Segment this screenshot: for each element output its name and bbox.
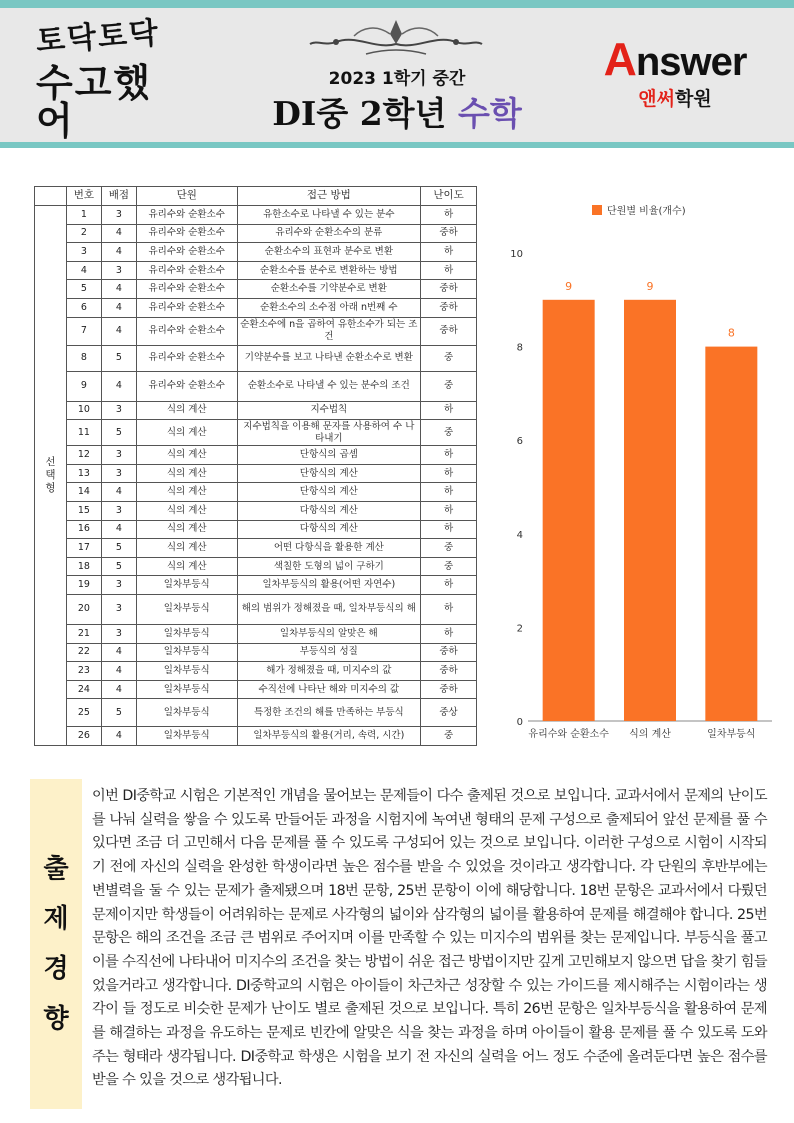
table-row <box>35 594 477 624</box>
cell-method: 순환소수에 n을 곱하여 유한소수가 되는 조건 <box>237 317 421 345</box>
cell-no: 23 <box>66 662 101 681</box>
cell-method: 일차부등식의 활용(어떤 자연수) <box>237 576 421 595</box>
cell-no: 26 <box>66 727 101 746</box>
cell-method: 단항식의 곱셈 <box>237 446 421 465</box>
cell-level: 중상 <box>421 699 477 727</box>
cell-pts: 4 <box>101 371 136 401</box>
logo-korean-rest: 학원 <box>675 88 712 110</box>
cell-no: 13 <box>66 464 101 483</box>
cell-pts: 4 <box>101 224 136 243</box>
cell-method: 일차부등식의 활용(거리, 속력, 시간) <box>237 727 421 746</box>
unit-ratio-chart <box>500 190 780 750</box>
exam-trend-text: 이번 DI중학교 시험은 기본적인 개념을 물어보는 문제들이 다수 출제된 것으로 보입니다. 교과서에서 문제의 난이도를 나눠 실력을 쌓을 수 있도록 만들어둔 과정을 시험지에 녹여낸 형태의 문제 구성으로 출제되어 앞선 문제를 풀 수 있다면 조금 더 고민해서 다음 문제를 풀 수 있도록 구성되어 있는 것으로 보입니다. 이러한 구성으로 시험이 시작되기 전에 자신의 실력을 완성한 학생이라면 높은 점수를 받을 수 있었을 것이라고 생각합니다. 각 단원의 후반부에는 변별력을 둘 수 있는 문제가 출제됐으며 18번 문항, 25번 문항이 이에 해당합니다. 18번 문항은 교과서에서 다뤘던 문제이지만 학생들이 어려워하는 문제로 사각형의 넓이와 삼각형의 넓이를 활용하여 문제를 해결해야 합니다. 25번 문항은 해의 조건을 조금 큰 범위로 주어지며 이를 만족할 수 있는 미지수의 범위를 찾는 문제입니다. 부등식을 풀고 이를 수직선에 나타내어 미지수의 조건을 찾는 방법이 쉬운 접근 방법이지만 깊게 고민해보지 않으면 답을 찾기 힘들었을거라고 생각합니다. DI중학교의 시험은 아이들이 차근차근 성장할 수 있는 가이드를 제시해주는 시험이라는 생각이 들 정도로 비슷한 문제가 난이도 별로 출제된 것으로 보입니다. 특히 26번 문항은 일차부등식을 활용하여 문제를 해결하는 과정을 유도하는 문제로 빈칸에 알맞은 식을 찾는 과정을 하며 아이들이 활용 문제를 풀 수 있도록 도와주는 형태라 생각됩니다. DI중학교 학생은 시험을 보기 전 자신의 실력을 어느 정도 수준에 올려둔다면 높은 점수를 받을 수 있을 것으로 생각됩니다. <box>82 779 775 1109</box>
cell-method: 순환소수의 소수점 아래 n번째 수 <box>237 298 421 317</box>
cell-pts: 3 <box>101 501 136 520</box>
cell-unit: 유리수와 순환소수 <box>136 206 237 225</box>
cell-pts: 4 <box>101 727 136 746</box>
cell-no: 25 <box>66 699 101 727</box>
table-row <box>35 624 477 643</box>
cell-level: 하 <box>421 576 477 595</box>
cell-unit: 유리수와 순환소수 <box>136 317 237 345</box>
group-label: 선택형 <box>35 206 67 746</box>
table-row <box>35 727 477 746</box>
table-row <box>35 280 477 299</box>
academy-logo <box>590 33 760 111</box>
table-row <box>35 483 477 502</box>
title-main: DI중 2학년 <box>272 94 458 133</box>
y-tick-label: 0 <box>516 717 523 728</box>
ornament-icon <box>296 14 496 60</box>
table-row <box>35 345 477 371</box>
header-blank <box>35 187 67 206</box>
cell-unit: 유리수와 순환소수 <box>136 280 237 299</box>
cell-pts: 5 <box>101 345 136 371</box>
table-row <box>35 371 477 401</box>
table-row <box>35 261 477 280</box>
title-accent: 수학 <box>457 94 522 133</box>
cell-method: 지수법칙 <box>237 401 421 420</box>
cell-pts: 3 <box>101 446 136 465</box>
cell-level: 중 <box>421 539 477 558</box>
table-row <box>35 699 477 727</box>
cell-method: 유한소수로 나타낼 수 있는 분수 <box>237 206 421 225</box>
exam-trend-section <box>30 779 775 1109</box>
cell-level: 중하 <box>421 280 477 299</box>
cell-pts: 3 <box>101 206 136 225</box>
page-header <box>0 0 794 148</box>
cell-method: 수직선에 나타난 해와 미지수의 값 <box>237 680 421 699</box>
cell-unit: 일차부등식 <box>136 643 237 662</box>
cell-method: 특정한 조건의 해를 만족하는 부등식 <box>237 699 421 727</box>
cell-method: 단항식의 계산 <box>237 464 421 483</box>
cell-method: 일차부등식의 알맞은 해 <box>237 624 421 643</box>
table-row <box>35 317 477 345</box>
table-row <box>35 643 477 662</box>
cell-method: 지수법칙을 이용해 문자를 사용하여 수 나타내기 <box>237 420 421 446</box>
cell-no: 4 <box>66 261 101 280</box>
cell-no: 8 <box>66 345 101 371</box>
table-row <box>35 446 477 465</box>
y-tick-label: 6 <box>516 436 523 448</box>
table-row <box>35 539 477 558</box>
cell-method: 기약분수를 보고 나타낸 순환소수로 변환 <box>237 345 421 371</box>
table-row <box>35 224 477 243</box>
table-row <box>35 501 477 520</box>
cell-no: 20 <box>66 594 101 624</box>
cell-pts: 4 <box>101 243 136 262</box>
cell-unit: 식의 계산 <box>136 557 237 576</box>
cell-unit: 식의 계산 <box>136 446 237 465</box>
header-cell: 접근 방법 <box>237 187 421 206</box>
cell-unit: 일차부등식 <box>136 624 237 643</box>
cell-method: 순환소수를 기약분수로 변환 <box>237 280 421 299</box>
table-row <box>35 298 477 317</box>
cell-unit: 유리수와 순환소수 <box>136 243 237 262</box>
table-row <box>35 662 477 681</box>
cell-unit: 일차부등식 <box>136 576 237 595</box>
cell-unit: 유리수와 순환소수 <box>136 371 237 401</box>
cell-pts: 3 <box>101 464 136 483</box>
cell-pts: 3 <box>101 594 136 624</box>
cell-pts: 5 <box>101 539 136 558</box>
cell-method: 순환소수로 나타낼 수 있는 분수의 조건 <box>237 371 421 401</box>
cell-level: 중 <box>421 727 477 746</box>
cell-no: 21 <box>66 624 101 643</box>
cell-unit: 식의 계산 <box>136 464 237 483</box>
cell-unit: 유리수와 순환소수 <box>136 224 237 243</box>
cell-no: 16 <box>66 520 101 539</box>
cell-pts: 5 <box>101 420 136 446</box>
cell-unit: 일차부등식 <box>136 699 237 727</box>
question-table <box>34 186 477 746</box>
cell-no: 9 <box>66 371 101 401</box>
cell-pts: 4 <box>101 643 136 662</box>
header-top-band <box>0 0 794 8</box>
cell-method: 부등식의 성질 <box>237 643 421 662</box>
cell-no: 7 <box>66 317 101 345</box>
cell-no: 22 <box>66 643 101 662</box>
cell-unit: 식의 계산 <box>136 539 237 558</box>
cell-pts: 3 <box>101 576 136 595</box>
cell-unit: 식의 계산 <box>136 401 237 420</box>
table-row <box>35 420 477 446</box>
cell-unit: 식의 계산 <box>136 520 237 539</box>
cell-pts: 4 <box>101 680 136 699</box>
legend-label: 단원별 비율(개수) <box>607 206 686 217</box>
cell-level: 하 <box>421 261 477 280</box>
y-tick-label: 10 <box>510 249 523 260</box>
cell-unit: 일차부등식 <box>136 680 237 699</box>
bar <box>705 347 757 721</box>
table-row <box>35 464 477 483</box>
cell-unit: 식의 계산 <box>136 501 237 520</box>
cell-method: 유리수와 순환소수의 분류 <box>237 224 421 243</box>
cell-pts: 4 <box>101 483 136 502</box>
cell-no: 11 <box>66 420 101 446</box>
cell-level: 중하 <box>421 680 477 699</box>
cell-level: 중 <box>421 557 477 576</box>
cell-pts: 4 <box>101 298 136 317</box>
cell-no: 14 <box>66 483 101 502</box>
header-cell: 배점 <box>101 187 136 206</box>
category-label: 유리수와 순환소수 <box>528 729 609 740</box>
cell-pts: 4 <box>101 317 136 345</box>
logo-english <box>590 33 760 85</box>
cell-level: 하 <box>421 520 477 539</box>
exam-trend-label <box>30 779 82 1109</box>
category-label: 일차부등식 <box>707 729 756 740</box>
cell-unit: 일차부등식 <box>136 594 237 624</box>
cell-level: 하 <box>421 483 477 502</box>
cell-pts: 4 <box>101 662 136 681</box>
trend-label-char: 향 <box>43 1004 69 1034</box>
header-cell: 번호 <box>66 187 101 206</box>
cell-method: 해의 범위가 정해졌을 때, 일차부등식의 해 <box>237 594 421 624</box>
table-row <box>35 243 477 262</box>
cell-method: 다항식의 계산 <box>237 501 421 520</box>
cell-level: 하 <box>421 464 477 483</box>
cell-unit: 식의 계산 <box>136 420 237 446</box>
table-row <box>35 576 477 595</box>
cell-level: 중 <box>421 345 477 371</box>
trend-label-char: 경 <box>43 954 69 984</box>
cell-method: 색칠한 도형의 넓이 구하기 <box>237 557 421 576</box>
cell-unit: 일차부등식 <box>136 662 237 681</box>
header-cell: 단원 <box>136 187 237 206</box>
logo-korean <box>590 84 760 111</box>
cell-level: 하 <box>421 206 477 225</box>
cell-level: 중하 <box>421 643 477 662</box>
cell-level: 하 <box>421 446 477 465</box>
header-cell: 난이도 <box>421 187 477 206</box>
trend-label-char: 제 <box>43 904 69 934</box>
cell-no: 5 <box>66 280 101 299</box>
table-header-row <box>35 187 477 206</box>
bar <box>624 300 676 721</box>
cell-method: 순환소수를 분수로 변환하는 방법 <box>237 261 421 280</box>
cell-no: 19 <box>66 576 101 595</box>
cell-pts: 4 <box>101 280 136 299</box>
cell-unit: 식의 계산 <box>136 483 237 502</box>
cell-no: 1 <box>66 206 101 225</box>
cell-level: 중하 <box>421 662 477 681</box>
trend-label-char: 출 <box>43 854 69 884</box>
y-tick-label: 4 <box>516 529 523 541</box>
cell-level: 하 <box>421 594 477 624</box>
table-row <box>35 520 477 539</box>
cell-method: 해가 정해졌을 때, 미지수의 값 <box>237 662 421 681</box>
cell-pts: 3 <box>101 401 136 420</box>
cell-no: 17 <box>66 539 101 558</box>
cell-level: 중하 <box>421 317 477 345</box>
y-tick-label: 8 <box>516 342 523 354</box>
bar <box>543 300 595 721</box>
table-row <box>35 680 477 699</box>
cell-level: 하 <box>421 501 477 520</box>
cell-unit: 유리수와 순환소수 <box>136 261 237 280</box>
brush-line-2: 수고했어 <box>36 60 153 143</box>
cell-level: 하 <box>421 624 477 643</box>
cell-method: 어떤 다항식을 활용한 계산 <box>237 539 421 558</box>
cell-pts: 5 <box>101 699 136 727</box>
y-tick-label: 2 <box>516 623 523 635</box>
cell-level: 중 <box>421 371 477 401</box>
data-label: 9 <box>565 279 573 293</box>
logo-english-rest: nswer <box>635 40 747 84</box>
cell-level: 하 <box>421 401 477 420</box>
cell-level: 하 <box>421 243 477 262</box>
cell-no: 12 <box>66 446 101 465</box>
cell-pts: 4 <box>101 520 136 539</box>
logo-korean-red: 앤써 <box>638 88 675 110</box>
table-row <box>35 401 477 420</box>
data-label: 8 <box>727 326 735 340</box>
cell-method: 다항식의 계산 <box>237 520 421 539</box>
cell-method: 단항식의 계산 <box>237 483 421 502</box>
logo-letter-a: A <box>603 33 636 85</box>
cell-level: 중하 <box>421 224 477 243</box>
table-row <box>35 206 477 225</box>
category-label: 식의 계산 <box>629 729 671 740</box>
cell-pts: 3 <box>101 261 136 280</box>
cell-level: 중 <box>421 420 477 446</box>
cell-no: 3 <box>66 243 101 262</box>
cell-level: 중하 <box>421 298 477 317</box>
cell-no: 15 <box>66 501 101 520</box>
cell-method: 순환소수의 표현과 분수로 변환 <box>237 243 421 262</box>
legend-swatch <box>592 205 602 215</box>
exam-subtitle: 2023 1학기 중간 <box>328 69 466 89</box>
cell-pts: 5 <box>101 557 136 576</box>
cell-pts: 3 <box>101 624 136 643</box>
data-label: 9 <box>646 279 654 293</box>
cell-unit: 유리수와 순환소수 <box>136 345 237 371</box>
table-row <box>35 557 477 576</box>
cell-unit: 일차부등식 <box>136 727 237 746</box>
cell-no: 2 <box>66 224 101 243</box>
cell-no: 18 <box>66 557 101 576</box>
cell-no: 6 <box>66 298 101 317</box>
brush-line-1: 토닥토닥 <box>34 15 161 60</box>
cell-no: 24 <box>66 680 101 699</box>
cell-no: 10 <box>66 401 101 420</box>
cell-unit: 유리수와 순환소수 <box>136 298 237 317</box>
